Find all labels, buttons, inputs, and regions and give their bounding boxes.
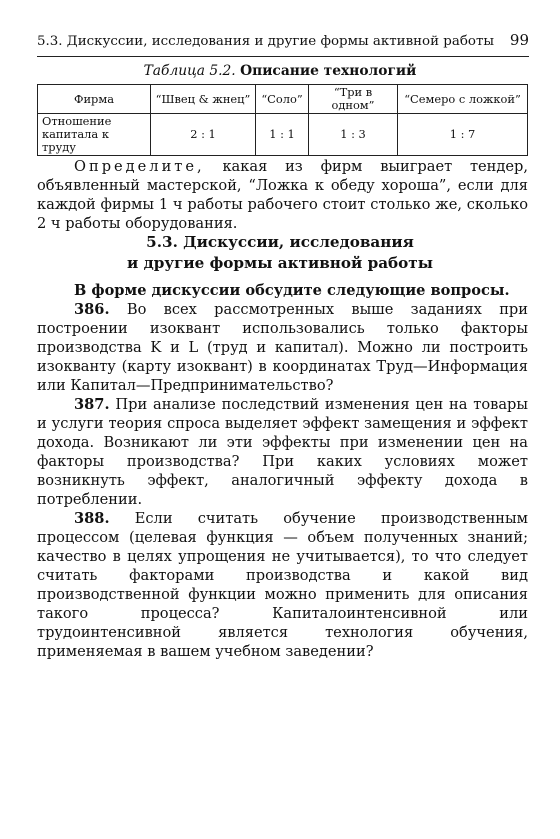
question-number: 388. [74,510,110,527]
table-caption-label: Таблица 5.2. [143,63,236,79]
column-header: Фирма [38,85,151,114]
discussion-lead: В форме дискуссии обсудите следующие вопросы. [74,282,510,299]
page-number: 99 [509,31,529,49]
table-cell: 1 : 3 [309,114,398,156]
column-header: “Соло” [256,85,309,114]
table-caption-title: Описание технологий [240,63,417,79]
question-text: Во всех рассмотренных выше заданиях при построении изоквант использовались только факторы производства K и L (труд и капитал). Можно ли построить изокванту (карту изоквант) в координатах Труд—Информация или Капитал—Предпринимательство? [37,301,528,394]
question-386 [37,300,528,395]
technology-table [37,84,528,156]
table-caption [0,62,560,80]
table-header-row [38,85,528,114]
column-header: “Три в одном” [309,85,398,114]
task-text: какая из фирм выиграет тендер, объявленный мастерской, “Ложка к обеду хороша”, если для каждой фирмы 1 ч работы рабочего стоит столько же, сколько 2 ч работы оборудования. [37,158,528,232]
task-lead-word: Определите, [74,158,205,175]
discussion-block [37,281,528,661]
section-title-line: и другие формы активной работы [127,254,433,272]
row-label-line: Отношение [42,114,112,128]
row-label [38,114,151,156]
question-number: 386. [74,301,110,318]
task-paragraph [37,157,528,233]
column-header: “Швец & жнец” [151,85,256,114]
running-header [37,31,529,57]
row-label-line: капитала к труду [42,127,109,154]
question-text: Если считать обучение производственным процессом (целевая функция — объем полученных знаний; качество в целях упрощения не учитывается), то что следует считать факторами производства и какой вид производственной функции можно применить для описания такого процесса? Капиталоинтенсивной или трудоинтенсивной является технология обучения, применяемая в вашем учебном заведении? [37,510,529,660]
question-387 [37,395,528,509]
table-row [38,114,528,156]
section-title [0,232,560,274]
question-text: При анализе последствий изменения цен на товары и услуги теория спроса выделяет эффект замещения и эффект дохода. Возникают ли эти эффекты при изменении цен на факторы производства? При каких условиях может возникнуть эффект, аналогичный эффекту дохода в потреблении. [37,396,528,508]
question-number: 387. [74,396,110,413]
table-cell: 2 : 1 [151,114,256,156]
table-cell: 1 : 7 [398,114,528,156]
column-header: “Семеро с ложкой” [398,85,528,114]
section-title-line: 5.3. Дискуссии, исследования [146,233,414,251]
running-title: 5.3. Дискуссии, исследования и другие формы активной работы [37,34,495,49]
question-388 [37,509,528,661]
table-cell: 1 : 1 [256,114,309,156]
